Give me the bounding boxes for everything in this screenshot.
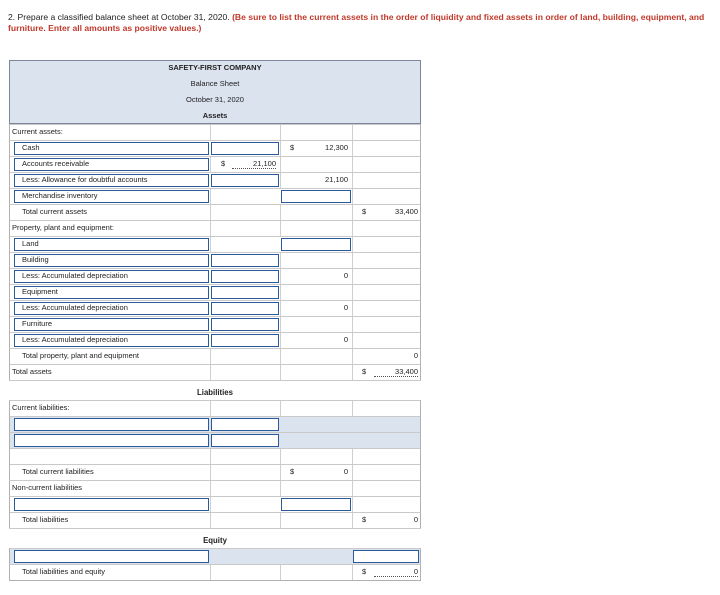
row-acc-dep-building	[9, 268, 421, 284]
instructions-highlight: (Be sure to list the current assets in the order of liquidity and fixed assets in order of land, building, equipment, and furniture. Enter all amounts as positive values.)	[8, 12, 705, 33]
row-furniture	[9, 316, 421, 332]
total-le-label: Total liabilities and equity	[22, 567, 105, 576]
row-total-liabilities	[9, 512, 421, 528]
total-le-currency: $	[362, 567, 367, 576]
inventory-label: Merchandise inventory	[22, 191, 98, 200]
total-current-assets-value[interactable]: 33,400	[395, 207, 418, 216]
total-liabilities-label: Total liabilities	[22, 515, 69, 524]
total-current-assets-label: Total current assets	[22, 207, 88, 216]
noncurrent-liability-label-input[interactable]	[14, 498, 209, 511]
cash-label-field[interactable]	[14, 142, 209, 155]
inventory-amount-input[interactable]	[281, 190, 351, 203]
row-equipment	[9, 284, 421, 300]
net-building-value[interactable]: 0	[343, 271, 348, 280]
total-liabilities-currency: $	[362, 515, 367, 524]
cash-amount-col1-input[interactable]	[211, 142, 279, 155]
row-total-ppe	[9, 348, 421, 364]
current-liability-2-amount-input[interactable]	[211, 434, 279, 447]
row-equity-1	[9, 548, 421, 564]
row-noncurrent-liabilities	[9, 480, 421, 496]
assets-title: Assets	[202, 111, 228, 120]
statement-name: Balance Sheet	[190, 79, 240, 88]
row-allowance	[9, 172, 421, 188]
current-liability-1-amount-input[interactable]	[211, 418, 279, 431]
equity-amount-input[interactable]	[353, 550, 419, 563]
liabilities-title: Liabilities	[197, 388, 233, 397]
row-current-liabilities	[9, 400, 421, 416]
acc-dep-equipment-label: Less: Accumulated depreciation	[22, 303, 128, 312]
row-ppe	[9, 220, 421, 236]
noncurrent-liabilities-label: Non-current liabilities	[12, 483, 83, 492]
row-acc-dep-furniture	[9, 332, 421, 348]
equity-title: Equity	[203, 536, 227, 545]
cash-currency: $	[290, 143, 295, 152]
total-current-liabilities-value[interactable]: 0	[343, 467, 348, 476]
current-assets-label: Current assets:	[12, 127, 63, 136]
building-amount-input[interactable]	[211, 254, 279, 267]
ar-label: Accounts receivable	[22, 159, 90, 168]
total-ppe-label: Total property, plant and equipment	[22, 351, 140, 360]
row-building	[9, 252, 421, 268]
row-total-assets	[9, 364, 421, 380]
sheet-bottom-border	[9, 580, 421, 581]
total-current-liabilities-label: Total current liabilities	[22, 467, 94, 476]
total-ppe-value[interactable]: 0	[413, 351, 418, 360]
row-accounts-receivable	[9, 156, 421, 172]
net-ar-value[interactable]: 21,100	[325, 175, 348, 184]
row-current-liability-2	[9, 432, 421, 448]
company-name: SAFETY-FIRST COMPANY	[168, 63, 262, 72]
row-cash	[9, 140, 421, 156]
row-current-liability-spacer	[9, 448, 421, 464]
row-total-liabilities-equity	[9, 564, 421, 580]
land-label: Land	[22, 239, 39, 248]
current-liabilities-label: Current liabilities:	[12, 403, 70, 412]
row-total-current-liabilities	[9, 464, 421, 480]
cash-label: Cash	[22, 143, 40, 152]
allowance-label: Less: Allowance for doubtful accounts	[22, 175, 148, 184]
allowance-amount-input[interactable]	[211, 174, 279, 187]
furniture-amount-input[interactable]	[211, 318, 279, 331]
row-land	[9, 236, 421, 252]
total-liabilities-value[interactable]: 0	[413, 515, 418, 524]
row-noncurrent-liability-1	[9, 496, 421, 512]
acc-dep-furniture-input[interactable]	[211, 334, 279, 347]
net-equipment-value[interactable]: 0	[343, 303, 348, 312]
total-le-value[interactable]: 0	[374, 567, 418, 577]
furniture-label: Furniture	[22, 319, 53, 328]
land-amount-input[interactable]	[281, 238, 351, 251]
land-label-field[interactable]	[14, 238, 209, 251]
net-furniture-value[interactable]: 0	[343, 335, 348, 344]
current-liability-2-label-input[interactable]	[14, 434, 209, 447]
ar-value[interactable]: 21,100	[232, 159, 276, 169]
row-inventory	[9, 188, 421, 204]
acc-dep-equipment-input[interactable]	[211, 302, 279, 315]
total-current-assets-currency: $	[362, 207, 367, 216]
equipment-amount-input[interactable]	[211, 286, 279, 299]
row-acc-dep-equipment	[9, 300, 421, 316]
equipment-label: Equipment	[22, 287, 58, 296]
statement-date: October 31, 2020	[186, 95, 244, 104]
instructions-prefix: 2. Prepare a classified balance sheet at October 31, 2020.	[8, 12, 230, 22]
cash-value[interactable]: 12,300	[325, 143, 348, 152]
building-label: Building	[22, 255, 49, 264]
row-current-assets	[9, 124, 421, 140]
acc-dep-building-input[interactable]	[211, 270, 279, 283]
ppe-label: Property, plant and equipment:	[12, 223, 115, 232]
ar-currency: $	[221, 159, 226, 168]
row-current-liability-1	[9, 416, 421, 432]
instructions	[8, 12, 708, 34]
balance-sheet	[9, 60, 421, 582]
total-assets-value[interactable]: 33,400	[374, 367, 418, 377]
noncurrent-liability-amount-input[interactable]	[281, 498, 351, 511]
total-assets-currency: $	[362, 367, 367, 376]
row-total-current-assets	[9, 204, 421, 220]
total-current-liabilities-currency: $	[290, 467, 295, 476]
current-liability-1-label-input[interactable]	[14, 418, 209, 431]
acc-dep-furniture-label: Less: Accumulated depreciation	[22, 335, 128, 344]
total-assets-label: Total assets	[12, 367, 52, 376]
equity-label-input[interactable]	[14, 550, 209, 563]
acc-dep-building-label: Less: Accumulated depreciation	[22, 271, 128, 280]
